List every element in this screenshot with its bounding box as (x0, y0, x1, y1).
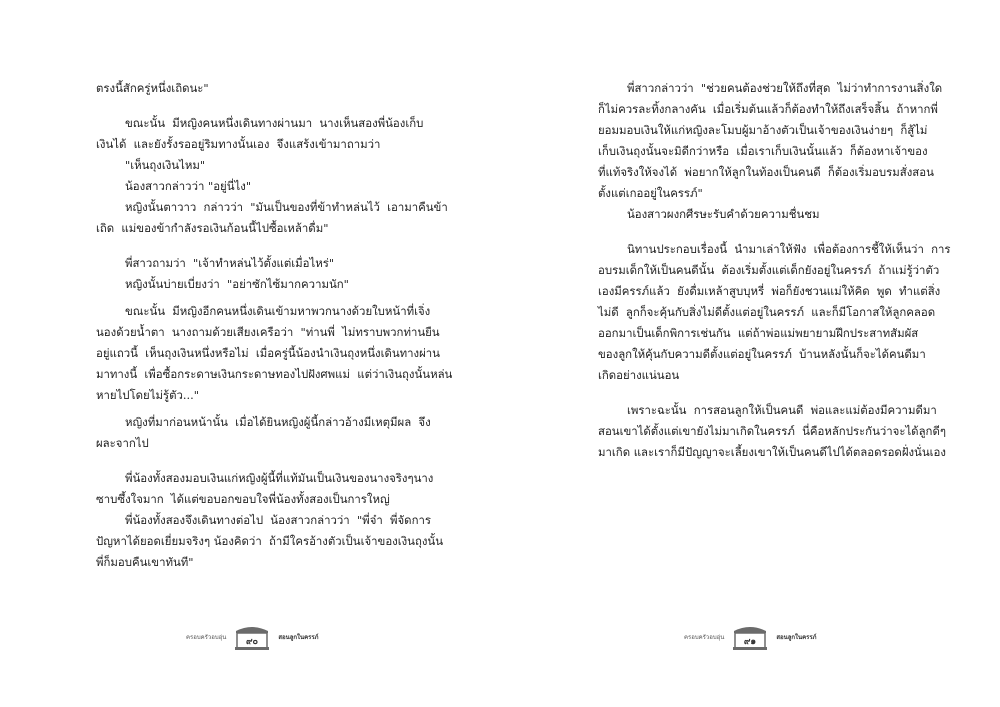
paragraph-line: ผละจากไป (96, 436, 149, 450)
paragraph-line: หญิงที่มาก่อนหน้านั้น เมื่อได้ยินหญิงผู้นี้กล่าวอ้างมีเหตุมีผล จึง (96, 415, 431, 429)
page-number-emblem-icon (232, 622, 272, 652)
paragraph-line: ซาบซึ้งใจมาก ได้แต่ขอบอกขอบใจพี่น้องทั้งสองเป็นการใหญ่ (96, 492, 390, 506)
paragraph-line: หญิงนั้นบ่ายเบี่ยงว่า "อย่าซักไซ้มากความนัก" (96, 277, 349, 291)
footer-book-title: ครอบครัวอบอุ่น (186, 634, 227, 641)
paragraph-spacer (598, 386, 920, 400)
paragraph-line: สอนเขาได้ตั้งแต่เขายังไม่มาเกิดในครรภ์ นี่คือหลักประกันว่าจะได้ลูกดีๆ (598, 424, 946, 438)
paragraph-line: พี่สาวกล่าวว่า "ช่วยคนต้องช่วยให้ถึงที่สุด ไม่ว่าทำการงานสิ่งใด (598, 81, 943, 95)
right-page-body (598, 78, 951, 463)
paragraph-line: อยู่แถวนี้ เห็นถุงเงินหนึ่งหรือไม่ เมื่อครู่นี้น้องนำเงินถุงหนึ่งเดินทางผ่าน (96, 346, 440, 360)
paragraph-line: หญิงนั้นตาวาว กล่าวว่า "มันเป็นของที่ข้าทำหล่นไว้ เอามาคืนข้า (96, 200, 448, 214)
paragraph-line: ขณะนั้น มีหญิงอีกคนหนึ่งเดินเข้ามหาพวกนางด้วยใบหน้าที่เจิ่ง (96, 304, 431, 318)
paragraph-line: เกิดอย่างแน่นอน (598, 368, 680, 382)
paragraph-line: พี่สาวถามว่า "เจ้าทำหล่นไว้ตั้งแต่เมื่อไหร่" (96, 256, 335, 270)
paragraph-line: ขณะนั้น มีหญิงคนหนึ่งเดินทางผ่านมา นางเห็นสองพี่น้องเก็บ (96, 116, 424, 130)
left-page-body (96, 78, 453, 573)
right-page-footer (684, 622, 817, 652)
paragraph-line: นองด้วยน้ำตา นางถามด้วยเสียงเครือว่า "ท่านพี่ ไม่ทราบพวกท่านยืน (96, 325, 440, 339)
paragraph-line: นิทานประกอบเรื่องนี้ นำมาเล่าให้ฟัง เพื่อต้องการชี้ให้เห็นว่า การ (598, 242, 951, 256)
paragraph-line: ออกมาเป็นเด็กพิการเช่นกัน แต่ถ้าพ่อแม่พยายามฝึกประสาทสัมผัส (598, 326, 919, 340)
paragraph-line: เพราะฉะนั้น การสอนลูกให้เป็นคนดี พ่อและแม่ต้องมีความดีมา (598, 403, 937, 417)
paragraph-spacer (598, 225, 920, 239)
page-number: ๙๑ (744, 637, 757, 647)
paragraph-line: ที่แท้จริงให้จงได้ พ่อยากให้ลูกในท้องเป็นคนดี ก็ต้องเริ่มอบรมสั่งสอน (598, 165, 934, 179)
footer-chapter-title: สอนลูกในครรภ์ (776, 634, 817, 641)
paragraph-line: เถิด แม่ของข้ากำลังรอเงินก้อนนี้ไปซื้อเหล้าดื่ม" (96, 221, 329, 235)
paragraph-line: พี่น้องทั้งสองมอบเงินแก่หญิงผู้นี้ที่แท้มันเป็นเงินของนางจริงๆนาง (96, 471, 434, 485)
paragraph-line: "เห็นถุงเงินไหม" (96, 158, 206, 172)
paragraph-spacer (96, 454, 424, 468)
footer-book-title: ครอบครัวอบอุ่น (684, 634, 725, 641)
footer-chapter-title: สอนลูกในครรภ์ (278, 634, 319, 641)
paragraph-line: ตั้งแต่เกออยู่ในครรภ์" (598, 186, 703, 200)
paragraph-line: อบรมเด็กให้เป็นคนดีนั้น ต้องเริ่มตั้งแต่เด็กยังอยู่ในครรภ์ ถ้าแม่รู้ว่าตัว (598, 263, 940, 277)
paragraph-line: ไม่ดี ลูกก็จะคุ้นกับสิ่งไม่ดีตั้งแต่อยู่ในครรภ์ และก็มีโอกาสให้ลูกคลอด (598, 305, 936, 319)
paragraph-line: ปัญหาได้ยอดเยี่ยมจริงๆ น้องคิดว่า ถ้ามีใครอ้างตัวเป็นเจ้าของเงินถุงนั้น (96, 534, 443, 548)
page-number: ๙๐ (246, 637, 259, 647)
paragraph-line: ก็ไม่ควรละทิ้งกลางคัน เมื่อเริ่มต้นแล้วก็ต้องทำให้ถึงเสร็จสิ้น ถ้าหากพี่ (598, 102, 938, 116)
right-page (500, 0, 1000, 707)
paragraph-line: มาเกิด และเราก็มีปัญญาจะเลี้ยงเขาให้เป็นคนดีไปได้ตลอดรอดฝั่งนั่นเอง (598, 445, 946, 459)
paragraph-line: หายไปโดยไม่รู้ตัว..." (96, 388, 199, 402)
paragraph-line: เก็บเงินถุงนั้นจะมิดีกว่าหรือ เมื่อเราเก็บเงินนั้นแล้ว ก็ต้องหาเจ้าของ (598, 144, 928, 158)
paragraph-spacer (96, 239, 424, 253)
page-number-emblem-icon (730, 622, 770, 652)
paragraph-line: เองมีครรภ์แล้ว ยังดื่มเหล้าสูบบุหรี่ พ่อก็ยังชวนแม่ให้คิด พูด ทำแต่สิ่ง (598, 284, 941, 298)
paragraph-line: น้องสาวกล่าวว่า "อยู่นี่ไง" (96, 179, 252, 193)
left-page-footer (186, 622, 319, 652)
paragraph-line: ตรงนี้สักครู่หนึ่งเถิดนะ" (96, 81, 209, 95)
paragraph-line: พี่น้องทั้งสองจึงเดินทางต่อไป น้องสาวกล่าวว่า "พี่จ๋า พี่จัดการ (96, 513, 431, 527)
paragraph-line: เงินได้ และยังรั้งรออยู่ริมทางนั้นเอง จึงแสร้งเข้ามาถามว่า (96, 137, 381, 151)
paragraph-line: ยอมมอบเงินให้แก่หญิงละโมบผู้มาอ้างตัวเป็นเจ้าของเงินง่ายๆ ก็สู้ไม่ (598, 123, 928, 137)
paragraph-spacer (96, 99, 424, 113)
paragraph-line: น้องสาวผงกศีรษะรับคำด้วยความชื่นชม (598, 207, 820, 221)
paragraph-line: มาทางนี้ เพื่อซื้อกระดาษเงินกระดาษทองไปฝังศพแม่ แต่ว่าเงินถุงนั้นหล่น (96, 367, 453, 381)
paragraph-line: ของลูกให้คุ้นกับความดีตั้งแต่อยู่ในครรภ์ บ้านหลังนั้นก็จะได้คนดีมา (598, 347, 926, 361)
paragraph-line: พี่ก็มอบคืนเขาทันที" (96, 555, 194, 569)
